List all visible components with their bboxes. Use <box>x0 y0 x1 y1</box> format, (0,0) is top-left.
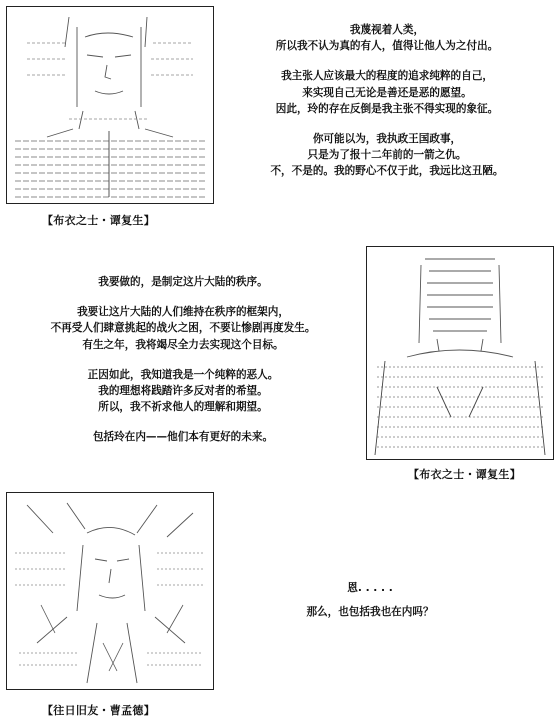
ascii-art-panel-tan-fusheng-back <box>366 246 554 460</box>
dialogue-line: 包括玲在内——他们本有更好的未来。 <box>92 431 274 444</box>
character-caption: 【布衣之士・谭复生】 <box>42 214 155 227</box>
dialogue-line: 只是为了报十二年前的一箭之仇。 <box>307 149 467 162</box>
dialogue-line: 所以，我不祈求他人的理解和期望。 <box>98 401 268 414</box>
dialogue-line: 有生之年，我将竭尽全力去实现这个目标。 <box>82 338 284 351</box>
dialogue-line: 因此，玲的存在反倒是我主张不得实现的象征。 <box>275 102 499 115</box>
dialogue-line: 不再受人们肆意挑起的战火之困，不要让惨剧再度发生。 <box>50 322 316 335</box>
dialogue-line: 我主张人应该最大的程度的追求纯粹的自己， <box>281 70 493 83</box>
ascii-art-figure-drawing <box>367 247 553 459</box>
dialogue-block-3 <box>270 580 470 620</box>
dialogue-block-1 <box>222 22 552 180</box>
character-caption: 【往日旧友・曹孟德】 <box>42 704 155 717</box>
ascii-art-figure-drawing <box>7 7 213 203</box>
dialogue-line: 所以我不认为真的有人，值得让他人为之付出。 <box>275 40 499 53</box>
character-caption: 【布衣之士・谭复生】 <box>408 468 521 481</box>
dialogue-line: 正因如此，我知道我是一个纯粹的恶人。 <box>87 368 279 381</box>
ascii-art-panel-tan-fusheng-portrait <box>6 6 214 204</box>
dialogue-line: 我蔑视着人类， <box>349 24 425 36</box>
dialogue-line: 来实现自己无论是善还是恶的愿望。 <box>302 86 472 99</box>
ascii-art-figure-drawing <box>7 493 213 689</box>
dialogue-line: 那么，也包括我也在内吗？ <box>306 606 434 619</box>
dialogue-line: 恩. . . . . <box>347 582 393 594</box>
dialogue-line: 你可能以为，我执政王国政事， <box>312 133 462 146</box>
dialogue-block-2 <box>8 274 358 446</box>
dialogue-line: 我要让这片大陆的人们维持在秩序的框架内， <box>77 306 289 319</box>
dialogue-line: 我要做的，是制定这片大陆的秩序。 <box>98 276 268 288</box>
ascii-art-panel-cao-mengde <box>6 492 214 690</box>
dialogue-line: 我的理想将践踏许多反对者的希望。 <box>98 385 268 398</box>
dialogue-line: 不，不是的。我的野心不仅于此，我远比这丑陋。 <box>270 165 504 178</box>
